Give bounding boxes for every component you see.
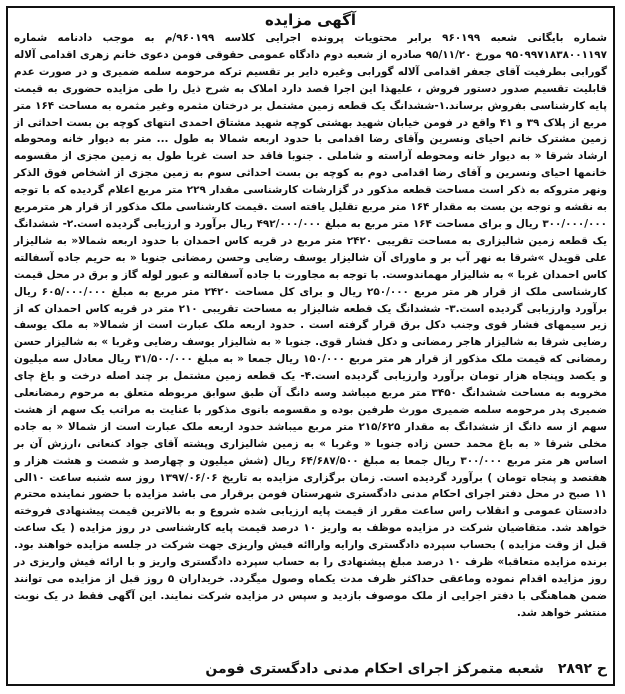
notice-frame: [6, 6, 615, 686]
notice-footer: [14, 658, 607, 680]
notice-body: [8, 30, 613, 622]
notice-code: ح ۲۸۹۲: [557, 661, 607, 677]
notice-office: شعبه متمرکز اجرای احکام مدنی دادگستری فومن: [205, 661, 544, 677]
notice-body-text: شماره بایگانی شعبه ۹۶۰۱۹۹ برابر محتویات پرونده اجرایی کلاسه ۹۶۰۱۹۹/م به موجب دادنامه شماره ۹۵۰۹۹۷۱۸۳۸۰۰۱۱۹۷ مورخ ۹۵/۱۱/۲۰ صادره از شعبه دوم دادگاه عمومی حقوقی فومن دعوی خانم زهری اقدامی آلاله گورابی بطرفیت آقای جعفر اقدامی آلاله گورابی وغیره دایر بر تقسیم ترکه مرحومه سلمه ضمیری و در صورت عدم قابلیت تقسیم صدور دستور فروش ، علیهذا این اجرا قصد دارد املاک به شرح ذیل را طی مزایده حضوری به قیمت پایه کارشناسی بفروش برساند.۱-ششدانگ یک قطعه زمین مشتمل بر درختان مثمره وغیر مثمره به مساحت ۱۶۴ متر مربع از پلاک ۳۹ و ۴۱ واقع در فومن خیابان شهید بهشتی کوچه شهید مشتاق احمدی انتهای کوچه بن بست احداثی از زمین مشترک خانم احیای ونسرین وآقای رضا اقدامی با حدود اربعه شمالا به طول ... متر به دیوار خانه ومحوطه ارشاد شرقا « به دیوار خانه ومحوطه آراسته و شاملی . جنوبا فاقد حد است غربا طول به زمین مجزی از مقسومه خانمها احیای ونسرین و آقای رضا اقدامی دوم به کوچه بن بست احداثی سوم به زمین مجزی از اشخاص فوق الذکر ونهر متروکه به ذکر است مساحت قطعه مذکور در گزارشات کارشناسی مقدار ۲۲۹ متر مربع اعلام گردیده که با توجه به نقشه و توجه بن بست به مقدار ۱۶۴ متر مربع تقلیل یافته است .قیمت کارشناسی ملک مذکور از قرار هر مترمربع ۳۰۰/۰۰۰/۰۰۰ ریال و برای مساحت ۱۶۴ متر مربع به مبلغ ۴۹۲/۰۰۰/۰۰۰ ریال برآورد و ارزیابی گردیده است.۲- ششدانگ یک قطعه زمین شالیزاری به مساحت تقریبی ۲۴۲۰ متر مربع در قریه کاس احمدان با حدود اربعه شمالا« به شالیزار علی قویدل »شرقا به نهر آب بر و ماورای آن شالیزار یوسف رضایی وحسن رمضانی جنوبا « به حریم جاده آسفالته کاس احمدان غربا » به شالیزار مهماندوست. با توجه به مجاورت با جاده آسفالته و عبور لوله گاز و برق در محل قیمت کارشناسی ملک از قرار هر متر مربع ۲۵۰/۰۰۰ ریال و برای کل مساحت ۲۴۲۰ متر مربع به مبلغ ۶۰۵/۰۰۰/۰۰۰ ریال برآورد وارزیابی گردیده است.۳- ششدانگ یک قطعه شالیزار به مساحت تقریبی ۲۱۰ متر در قریه کاس احمدان که از زیر سیمهای فشار قوی وجنب دکل برق قرار گرفته است . حدود اربعه ملک عبارت است از شمالا« به ملک یوسف رضایی شرقا به شالیزار هاجر رمضانی و دکل فشار قوی. جنوبا « به شالیزار یوسف رضایی وغربا » به شالیزار حسن رمضانی که قیمت ملک مذکور از قرار هر متر مربع ۱۵۰/۰۰۰ ریال جمعا « به مبلغ ۳۱/۵۰۰/۰۰۰ ریال معادل سه میلیون و یکصد وپنجاه هزار تومان برآورد وارزیابی گردیده است.۴- یک قطعه زمین مشتمل بر چند اصله درخت و باغ چای مخروبه به مساحت ششدانگ ۳۴۵۰ متر مربع میباشد وسه دانگ آن طبق سوابق مربوطه متعلق به مرحوم رمضانعلی ضمیری پدر مرحومه سلمه ضمیری مورث طرفین بوده و مقسومه بانوی مذکور با عنایت به مراتب یک سهم از هشت سهم از سه دانگ از ششدانگ به مقدار ۲۱۵/۶۲۵ متر مربع میباشد حدود اربعه ملک عبارت است از شمالا « به جاده مخلی شرقا « به باغ محمد حسن زاده جنوبا « وغربا » به زمین شالیزاری وپشته آقای جواد کنعانی ،ارزش آن بر اساس هر متر مربع ۳۰۰/۰۰۰ ریال جمعا به مبلغ ۶۴/۶۸۷/۵۰۰ ریال (شش میلیون و چهارصد و شصت و هشت هزار و هفتصد و پنجاه تومان ) برآورد گردیده است. زمان برگزاری مزایده به تاریخ ۱۳۹۷/۰۶/۰۶ روز سه شنبه ساعت ۱۰الی ۱۱ صبح در محل دفتر اجرای احکام مدنی دادگستری شهرستان فومن برقرار می باشد مزایده با حضور نماینده محترم دادستان عمومی و انقلاب راس ساعت مقرر از قیمت پایه ارزیابی شده شروع و به بالاترین قیمت پیشنهادی فروخته خواهد شد. متقاضیان شرکت در مزایده موظف به واریز ۱۰ درصد قیمت پایه کارشناسی در روز مزایده ( یک ساعت قبل از وقت مزایده ) بحساب سپرده دادگستری وارایه واراائه فیش واریزی جهت شرکت در جلسه مزایده خواهند بود. برنده مزایده متعاقبا» ظرف ۱۰ درصد مبلغ پیشنهادی را به حساب سپرده دادگستری واریز و با ارائه فیش واریزی در روز مزایده اقدام نموده وماعقی حداکثر ظرف مدت یکماه وصول میگردد. خریداران ۵ روز قبل از مزایده می توانند ضمن هماهنگی با دفتر اجرایی از ملک موصوف بازدید و سپس در مزایده شرکت نمایند. این آگهی فقط در یک نوبت منتشر خواهد شد.: [14, 32, 608, 619]
notice-title: آگهی مزایده: [264, 11, 357, 29]
